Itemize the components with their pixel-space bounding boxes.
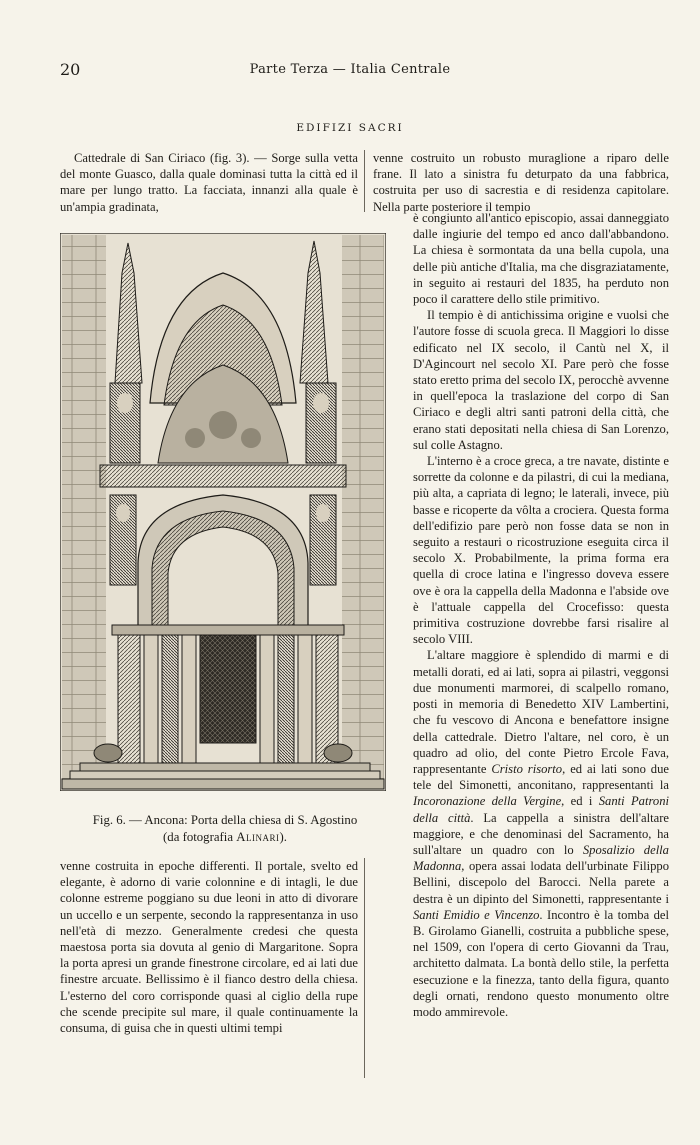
paragraph: venne costruito un robusto muraglione a riparo delle frane. Il lato a sinistra fu deturpato da una fabbrica, costruita per uso di sacrestia e di residenza capitolare. Nella parte posteriore il tempio [373,151,669,214]
text-run: . La cappella a sinistra dell'altare maggiore, e che denominasi del Sacramento, ha sull'altare un quadro con lo [413,810,669,857]
italic-title: Cristo risorto [491,761,563,776]
paragraph: venne costruita in epoche differenti. Il portale, svelto ed elegante, è adorno di varie colonnine e di intagli, le due colonne estreme poggiano su due leoni in atto di divorare un uccello e un serpente, secondo la rappresentanza in uso nell'età di mezzo. Generalmente credesi che questa maestosa porta sia dovuta al genio di Margaritone. Sopra la porta apresi un grande finestrone circolare, ed ai lati due finestre arcuate. Bellissimo è il fianco destro della chiesa. L'esterno del coro corrisponde quasi al ciglio della rupe che scende precipite sul mare, il quale continuamente la consuma, di guisa che in questi ultimi tempi [60,859,358,1036]
text-run: , opera assai lodata dell'urbinate Filippo Bellini, discepolo del Barocci. Nella parete a destra è un dipinto del Simonetti, rappresentante i [413,859,669,906]
right-column-main [413,210,669,1020]
italic-title: Sposalizio della Madonna [413,842,669,874]
running-title: Parte Terza — Italia Centrale [249,62,451,77]
text-run: . Incontro è la tomba del B. Girolamo Gianelli, costruita a pubbliche spese, nel 1509, con l'opera di certo Giovanni da Trau, architetto dalmata. La bontà dello stile, la perfetta esecuzione e la finezza, tanto della figura, quanto degli ornati, rendono questo monumento oltre modo ammirevole. [413,907,669,1019]
text-run: , ed i [561,794,599,809]
right-column-top [373,150,669,215]
section-title: EDIFIZI SACRI [296,122,404,134]
italic-title: Santi Patroni della città [413,794,669,825]
text-run: L'altare maggiore è splendido di marmi e di metalli dorati, ed ai lati, sopra ai pilastri, veggonsi due monumenti marmorei, di scalpello romano, posti in memoria di Benedetto XIV Lambertini, che fu vescovo di Ancona e benefattore insigne della cattedrale. Dietro l'altare, nel coro, è un quadro ad olio, del conte Pietro Ercole Fava, rappresentante [413,648,669,776]
caption-prefix: (da fotografia [163,830,237,844]
caption-credit: Alinari [236,830,280,844]
left-column-top [60,150,358,215]
figure-caption [55,812,395,846]
italic-title: Incoronazione della Vergine [413,794,562,809]
running-header [0,60,700,80]
text-run: , ed ai lati sono due tele del Simonetti, anconitano, rappresentanti la [413,761,669,793]
italic-title: Santi Emidio e Vincenzo [413,907,540,922]
caption-line-2 [55,829,395,846]
paragraph [413,647,669,1020]
left-column-bottom [60,858,358,1036]
paragraph: Cattedrale di San Ciriaco (fig. 3). — Sorge sulla vetta del monte Guasco, dalla quale dominasi tutta la città ed il mare per lungo tratto. La facciata, innanzi alla quale è un'ampia gradinata, [60,151,358,214]
paragraph: Il tempio è di antichissima origine e vuolsi che l'autore fosse di scuola greca. Il Maggiori lo disse edificato nel IX secolo, il Cantù nel X, il D'Agincourt nel secolo XI. Pare però che fosse stato eretto prima del secolo IX, perocchè avvenne in quell'epoca la traslazione del corpo di San Ciriaco e degli altri santi patroni della città, che erano stati depositati nella chiesa di San Lorenzo, sul colle Astagno. [413,308,669,452]
page-number: 20 [60,60,81,79]
column-rule-bottom [364,858,365,1078]
paragraph: è congiunto all'antico episcopio, assai danneggiato dalle ingiurie del tempo ed anco dall'abbandono. La chiesa è sormontata da una bella cupola, una delle più antiche d'Italia, ma che disgraziatamente, in seguito ai restauri del 1835, ha perduto non poco il carattere dello stile primitivo. [413,211,669,307]
caption-line-1: Fig. 6. — Ancona: Porta della chiesa di S. Agostino [92,813,358,827]
paragraph: L'interno è a croce greca, a tre navate, distinte e sorrette da colonne e da pilastri, di cui la mediana, più alta, a capriata di legno; le laterali, invece, più basse e ricoperte da vôlta a crociera. Questa forma dell'edifizio pare però non fosse data se non in seguito a restauri o ricostruzione eseguita circa il secolo X. Probabilmente, la prima forma era quella di croce latina e l'ingresso doveva essere ove è ora la cappella della Madonna e l'abside ove è l'attuale cappella del Crocefisso: questa primitiva costruzione dovrebbe farsi risalire al secolo VIII. [413,454,669,647]
caption-suffix: ). [279,830,287,844]
column-rule-top [364,150,365,212]
figure-portal-illustration [60,233,386,791]
